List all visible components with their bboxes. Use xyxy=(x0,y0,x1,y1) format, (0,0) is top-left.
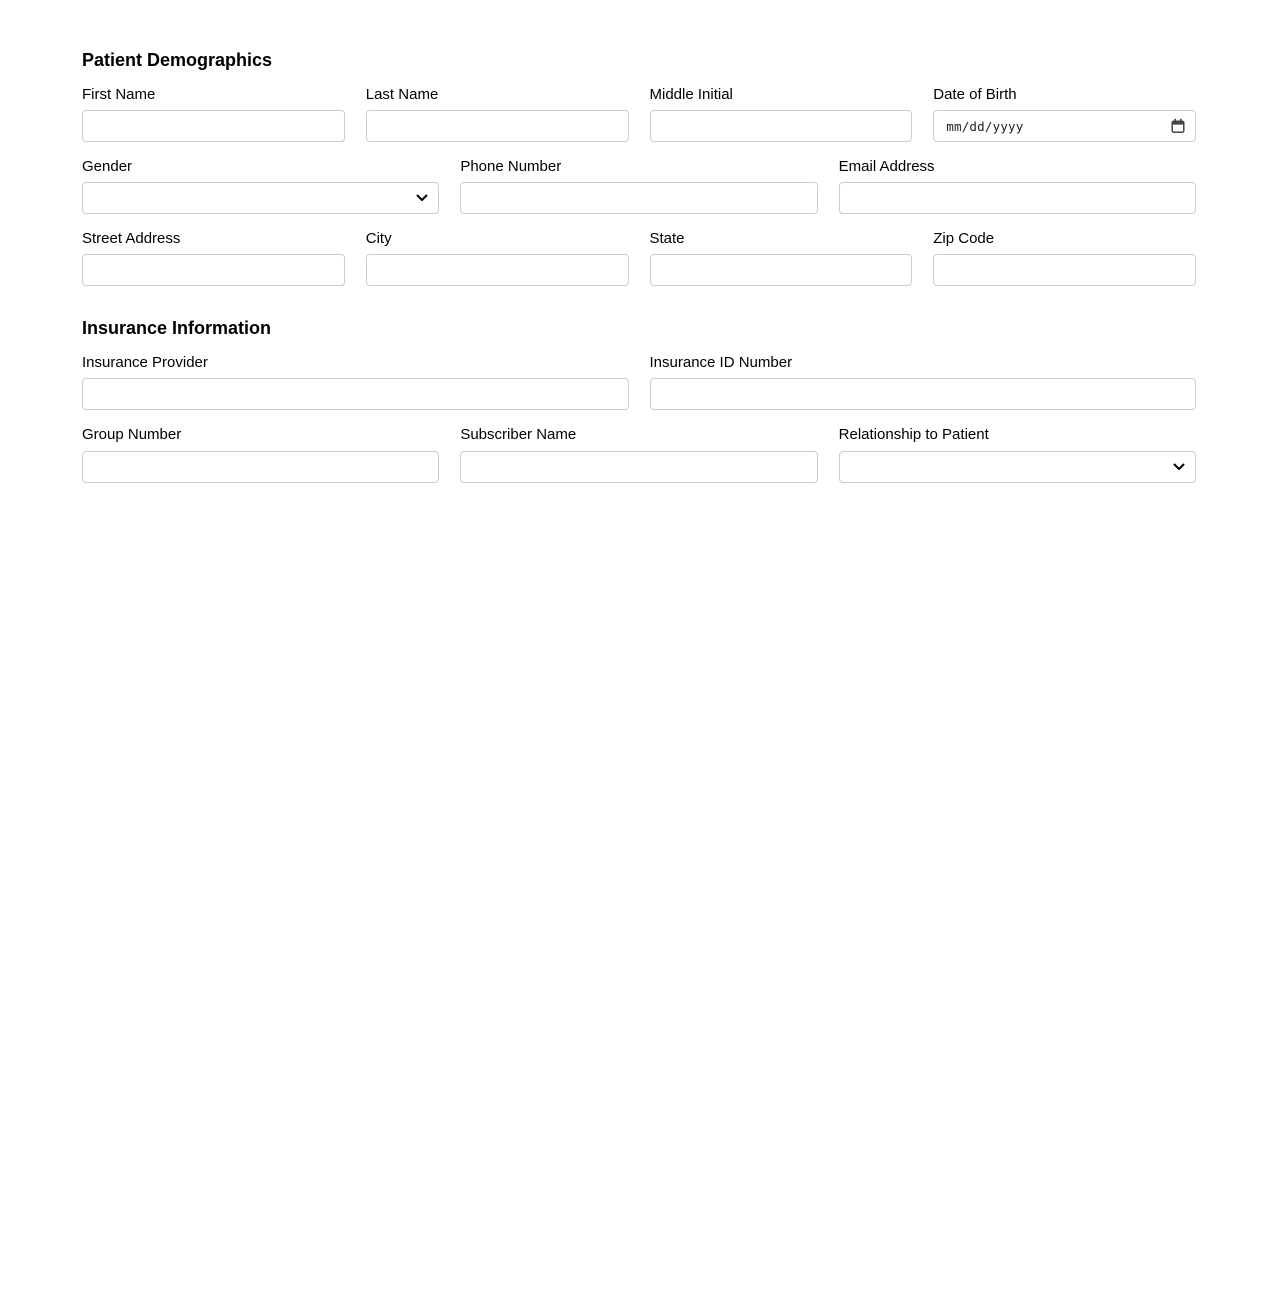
gender-label: Gender xyxy=(82,157,133,175)
demographics-row-3 xyxy=(82,230,1196,286)
field-subscriber-name xyxy=(460,426,817,482)
city-label: City xyxy=(365,230,392,248)
state-label: State xyxy=(649,230,685,248)
insurance-id-number-control xyxy=(650,378,1197,410)
field-city xyxy=(366,230,629,286)
subscriber-name-label: Subscriber Name xyxy=(460,426,577,444)
field-last-name xyxy=(366,86,629,142)
patient-demographics-title: Patient Demographics xyxy=(82,50,273,70)
subscriber-name-input[interactable] xyxy=(460,451,817,483)
middle-initial-control xyxy=(650,110,913,142)
zip-code-label: Zip Code xyxy=(933,230,995,248)
phone-number-control xyxy=(460,182,817,214)
first-name-label: First Name xyxy=(82,85,156,103)
phone-number-label: Phone Number xyxy=(460,157,562,175)
city-control xyxy=(366,254,629,286)
gender-control xyxy=(82,182,439,214)
insurance-information-section xyxy=(82,318,1196,482)
phone-number-input[interactable] xyxy=(460,182,817,214)
demographics-row-1 xyxy=(82,86,1196,142)
relationship-to-patient-control xyxy=(839,451,1196,483)
first-name-input[interactable] xyxy=(82,110,345,142)
insurance-provider-input[interactable] xyxy=(82,378,629,410)
demographics-row-2 xyxy=(82,158,1196,214)
insurance-row-1 xyxy=(82,354,1196,410)
zip-code-control xyxy=(933,254,1196,286)
middle-initial-input[interactable] xyxy=(650,110,913,142)
state-input[interactable] xyxy=(650,254,913,286)
patient-demographics-section xyxy=(82,50,1196,286)
street-address-input[interactable] xyxy=(82,254,345,286)
field-phone-number xyxy=(460,158,817,214)
field-gender xyxy=(82,158,439,214)
insurance-provider-control xyxy=(82,378,629,410)
field-middle-initial xyxy=(650,86,913,142)
street-address-label: Street Address xyxy=(82,230,181,248)
insurance-row-2 xyxy=(82,426,1196,482)
field-zip-code xyxy=(933,230,1196,286)
street-address-control xyxy=(82,254,345,286)
last-name-label: Last Name xyxy=(365,85,439,103)
relationship-to-patient-label: Relationship to Patient xyxy=(838,426,989,444)
email-address-input[interactable] xyxy=(839,182,1196,214)
field-date-of-birth xyxy=(933,86,1196,142)
subscriber-name-control xyxy=(460,451,817,483)
insurance-information-title: Insurance Information xyxy=(82,318,272,339)
gender-select[interactable] xyxy=(82,182,439,214)
relationship-to-patient-select[interactable] xyxy=(839,451,1196,483)
calendar-icon[interactable] xyxy=(1170,118,1186,134)
field-relationship-to-patient xyxy=(839,426,1196,482)
field-state xyxy=(650,230,913,286)
email-address-label: Email Address xyxy=(838,157,935,175)
date-of-birth-control xyxy=(933,110,1196,142)
field-insurance-provider xyxy=(82,354,629,410)
last-name-control xyxy=(366,110,629,142)
zip-code-input[interactable] xyxy=(933,254,1196,286)
group-number-label: Group Number xyxy=(82,426,182,444)
city-input[interactable] xyxy=(366,254,629,286)
field-group-number xyxy=(82,426,439,482)
field-insurance-id-number xyxy=(650,354,1197,410)
field-street-address xyxy=(82,230,345,286)
first-name-control xyxy=(82,110,345,142)
date-of-birth-input[interactable] xyxy=(933,110,1196,142)
insurance-provider-label: Insurance Provider xyxy=(82,354,208,372)
group-number-input[interactable] xyxy=(82,451,439,483)
group-number-control xyxy=(82,451,439,483)
middle-initial-label: Middle Initial xyxy=(649,85,733,103)
insurance-id-number-input[interactable] xyxy=(650,378,1197,410)
state-control xyxy=(650,254,913,286)
field-first-name xyxy=(82,86,345,142)
last-name-input[interactable] xyxy=(366,110,629,142)
email-address-control xyxy=(839,182,1196,214)
insurance-id-number-label: Insurance ID Number xyxy=(649,354,793,372)
field-email-address xyxy=(839,158,1196,214)
date-of-birth-label: Date of Birth xyxy=(933,85,1017,103)
